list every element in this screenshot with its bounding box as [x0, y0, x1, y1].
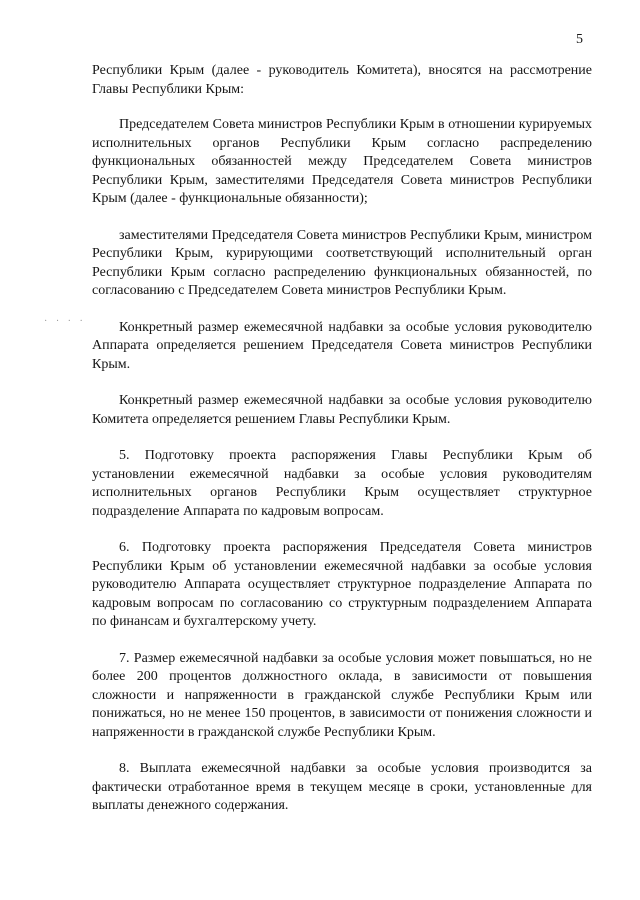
document-body	[92, 62, 592, 816]
paragraph-item-6: 6. Подготовку проекта распоряжения Председателя Совета министров Республики Крым об установлении ежемесячной надбавки за особые условия руководителю Аппарата осуществляет структурное подразделение Аппарата по кадровым вопросам по согласованию со структурным подразделением Аппарата по финансам и бухгалтерскому учету.	[92, 540, 592, 629]
paragraph-deputies: заместителями Председателя Совета министров Республики Крым, министром Республики Крым, курирующими соответствующий исполнительный орган Республики Крым согласно распределению функциональных обязанностей, по согласованию с Председателем Совета министров Республики Крым.	[92, 227, 592, 298]
paragraph-committee-head: Конкретный размер ежемесячной надбавки за особые условия руководителю Комитета определяется решением Главы Республики Крым.	[92, 393, 592, 427]
paragraph-item-5: 5. Подготовку проекта распоряжения Главы Республики Крым об установлении ежемесячной надбавки за особые условия руководителям исполнительных органов Республики Крым осуществляет структурное подразделение Аппарата по кадровым вопросам.	[92, 448, 592, 519]
paragraph-apparatus-head: Конкретный размер ежемесячной надбавки за особые условия руководителю Аппарата определяется решением Председателя Совета министров Республики Крым.	[92, 319, 592, 372]
paragraph-continuation: Республики Крым (далее - руководитель Комитета), вносятся на рассмотрение Главы Республики Крым:	[92, 63, 592, 97]
paragraph-chairman: Председателем Совета министров Республики Крым в отношении курируемых исполнительных органов Республики Крым согласно распределению функциональных обязанностей между Председателем Совета министров Республики Крым, заместителями Председателя Совета министров Республики Крым (далее - функциональные обязанности);	[92, 117, 592, 206]
paragraph-item-8: 8. Выплата ежемесячной надбавки за особые условия производится за фактически отработанное время в текущем месяце в сроки, установленные для выплаты денежного содержания.	[92, 761, 592, 813]
paragraph-item-7: 7. Размер ежемесячной надбавки за особые условия может повышаться, но не более 200 процентов должностного оклада, в зависимости от повышения сложности и напряженности в гражданской службе Республики Крым или понижаться, но не менее 150 процентов, в зависимости от понижения сложности и напряженности в гражданской службе Республики Крым.	[92, 650, 592, 740]
page-number: 5	[576, 32, 583, 47]
scan-artifact-dots: · · · ·	[44, 316, 86, 327]
